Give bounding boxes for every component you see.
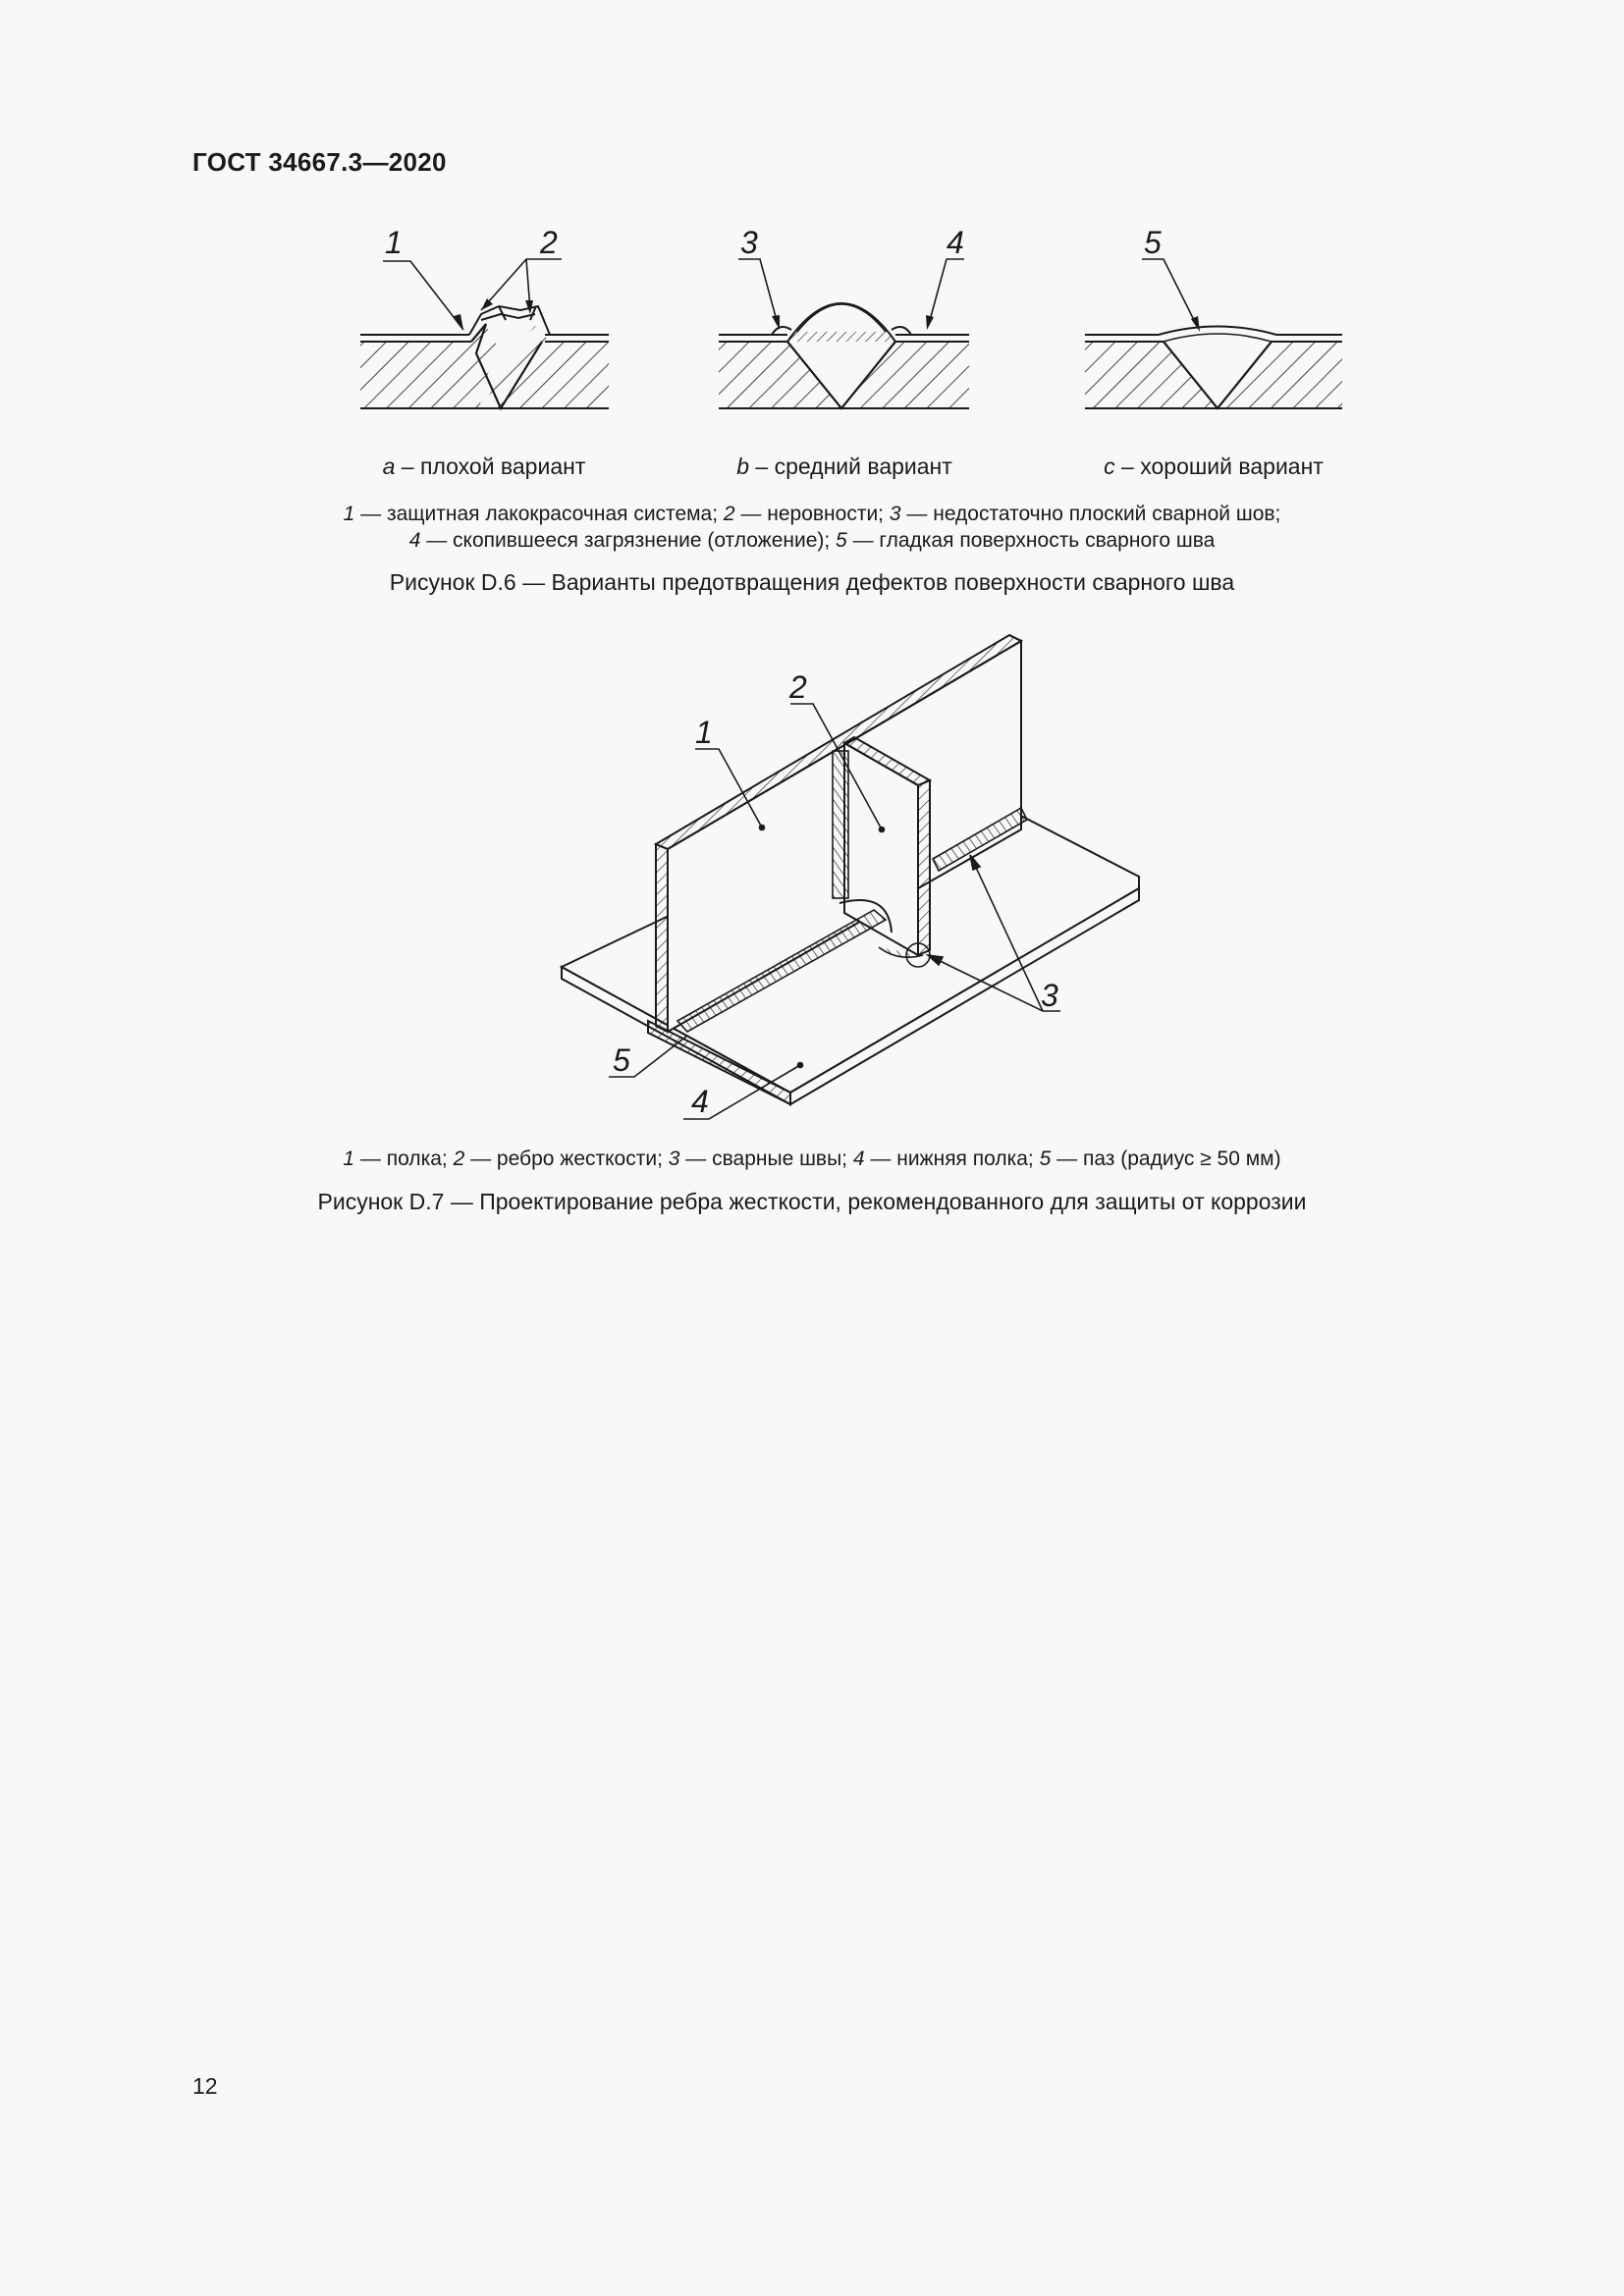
figure-d6-legend: 1 — защитная лакокрасочная система; 2 — неровности; 3 — недостаточно плоский сварной шов; 4 — скопившееся загрязнение (отложение); 5 — гладкая поверхность сварного шва [343,503,1281,552]
callout-1: 1 [385,225,403,260]
d7-callout-4: 4 [691,1084,709,1119]
weld-section-b [719,225,969,408]
callout-5: 5 [1144,225,1162,260]
figure-d7-caption: Рисунок D.7 — Проектирование ребра жесткости, рекомендованного для защиты от коррозии [317,1189,1307,1214]
figure-d6-drawing [334,216,1365,412]
callout-4: 4 [947,225,964,260]
weld-section-a [360,225,609,408]
callout-3: 3 [740,225,758,260]
page-number: 12 [192,2073,218,2099]
variant-c-label: c – хороший вариант [1104,454,1324,479]
d7-callout-3: 3 [1041,978,1058,1013]
variant-b-label: b – средний вариант [736,454,952,479]
figure-d6-caption: Рисунок D.6 — Варианты предотвращения дефектов поверхности сварного шва [389,569,1235,595]
d7-callout-1: 1 [695,715,713,750]
callout-2: 2 [540,225,558,260]
variant-a-label: a – плохой вариант [382,454,586,479]
figure-d7-drawing [550,623,1159,1134]
weld-section-c [1085,225,1342,408]
document-code-header: ГОСТ 34667.3—2020 [192,147,447,177]
figure-d7-legend: 1 — полка; 2 — ребро жесткости; 3 — сварные швы; 4 — нижняя полка; 5 — паз (радиус ≥ 50 мм) [343,1148,1281,1170]
d7-callout-5: 5 [613,1042,630,1078]
d7-callout-2: 2 [789,669,807,705]
